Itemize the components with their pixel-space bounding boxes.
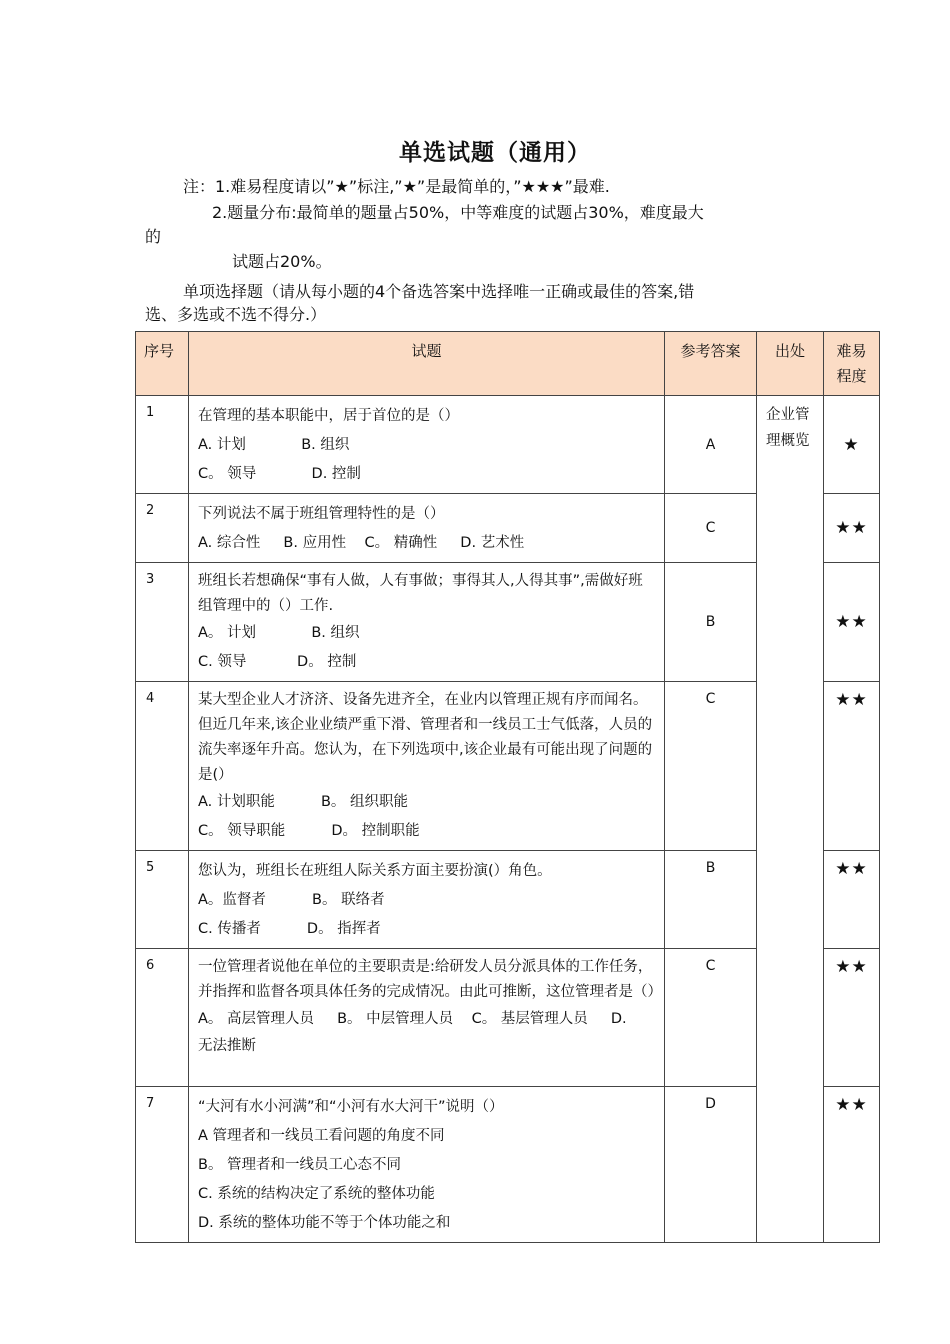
question-cell	[189, 563, 665, 682]
answer-cell: A	[665, 396, 757, 494]
question-option: A 管理者和一线员工看问题的角度不同	[198, 1128, 445, 1144]
table-row	[136, 396, 880, 494]
question-option: A. 综合性 B. 应用性 C。 精确性 D. 艺术性	[198, 535, 525, 551]
question-option: C. 传播者 D。 指挥者	[198, 921, 381, 937]
row-num: 2	[136, 494, 189, 563]
row-num: 4	[136, 682, 189, 851]
note-line-1: 注：1.难易程度请以”★”标注,”★”是最简单的，”★★★”最难.	[183, 177, 610, 196]
question-cell	[189, 494, 665, 563]
question-cell	[189, 1087, 665, 1243]
question-stem: 您认为，班组长在班组人际关系方面主要扮演(）角色。	[198, 863, 552, 879]
page-title: 单选试题（通用）	[399, 140, 591, 166]
questions-table	[135, 331, 880, 1243]
note-line-2-wrap: 的	[145, 227, 162, 246]
question-cell	[189, 949, 665, 1087]
question-option: C. 系统的结构决定了系统的整体功能	[198, 1186, 435, 1202]
note-line-3: 试题占20%。	[232, 252, 332, 271]
table-header-row	[136, 332, 880, 396]
answer-cell: D	[665, 1087, 757, 1243]
question-option: A。 高层管理人员 B。 中层管理人员 C。 基层管理人员 D.	[198, 1011, 627, 1027]
question-stem: 班组长若想确保“事有人做，人有事做；事得其人,人得其事”,需做好班组管理中的（）工作.	[198, 573, 643, 614]
question-option: C. 领导 D。 控制	[198, 654, 357, 670]
header-difficulty-line-2: 程度	[836, 367, 867, 385]
row-num: 3	[136, 563, 189, 682]
question-stem: 在管理的基本职能中，居于首位的是（）	[198, 408, 459, 424]
question-option: D. 系统的整体功能不等于个体功能之和	[198, 1215, 451, 1231]
answer-cell: C	[665, 949, 757, 1087]
instructions-line-2: 选、多选或不选不得分.）	[145, 305, 327, 324]
instructions-line-1: 单项选择题（请从每小题的4个备选答案中选择唯一正确或最佳的答案,错	[183, 282, 695, 301]
difficulty-stars: ★★	[824, 682, 880, 851]
question-cell	[189, 396, 665, 494]
answer-cell: C	[665, 682, 757, 851]
question-option: A. 计划职能 B。 组织职能	[198, 794, 409, 810]
question-option: A. 计划 B. 组织	[198, 437, 350, 453]
header-difficulty	[824, 332, 880, 396]
header-answer: 参考答案	[665, 332, 757, 396]
header-question: 试题	[189, 332, 665, 396]
row-num: 7	[136, 1087, 189, 1243]
question-cell	[189, 682, 665, 851]
answer-cell: B	[665, 851, 757, 949]
answer-cell: C	[665, 494, 757, 563]
difficulty-stars: ★★	[824, 563, 880, 682]
row-num: 6	[136, 949, 189, 1087]
question-stem: 一位管理者说他在单位的主要职责是:给研发人员分派具体的工作任务，并指挥和监督各项具体任务的完成情况。由此可推断，这位管理者是（）	[198, 959, 662, 1000]
difficulty-stars: ★★	[824, 851, 880, 949]
question-option: 无法推断	[198, 1038, 256, 1054]
difficulty-stars: ★★	[824, 1087, 880, 1243]
difficulty-stars: ★★	[824, 949, 880, 1087]
header-num: 序号	[136, 332, 189, 396]
header-difficulty-line-1: 难易	[836, 342, 867, 360]
source-cell	[757, 396, 824, 1243]
question-option: C。 领导 D. 控制	[198, 466, 361, 482]
question-option: A。 计划 B. 组织	[198, 625, 360, 641]
question-option: B。 管理者和一线员工心态不同	[198, 1157, 402, 1173]
row-num: 5	[136, 851, 189, 949]
question-option: C。 领导职能 D。 控制职能	[198, 823, 420, 839]
question-option: A。监督者 B。 联络者	[198, 892, 385, 908]
question-stem: “大河有水小河满”和“小河有水大河干”说明（）	[198, 1099, 504, 1115]
note-line-2: 2.题量分布:最简单的题量占50%，中等难度的试题占30%，难度最大	[212, 203, 704, 222]
answer-cell: B	[665, 563, 757, 682]
question-cell	[189, 851, 665, 949]
difficulty-stars: ★	[824, 396, 880, 494]
question-stem: 某大型企业人才济济、设备先进齐全，在业内以管理正规有序而闻名。但近几年来,该企业业绩严重下滑、管理者和一线员工士气低落，人员的流失率逐年升高。您认为，在下列选项中,该企业最有可能出现了问题的是(）	[198, 692, 653, 783]
source-text-2: 理概览	[766, 433, 810, 449]
row-num: 1	[136, 396, 189, 494]
header-source: 出处	[757, 332, 824, 396]
question-stem: 下列说法不属于班组管理特性的是（）	[198, 506, 445, 522]
source-text-1: 企业管	[766, 407, 810, 423]
difficulty-stars: ★★	[824, 494, 880, 563]
